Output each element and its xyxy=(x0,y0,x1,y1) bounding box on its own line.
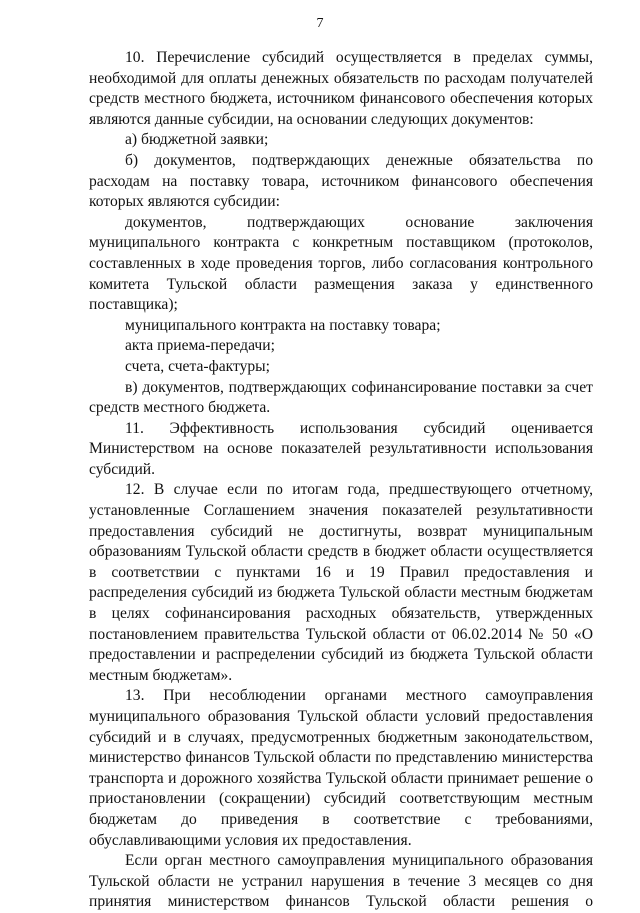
document-body xyxy=(89,48,593,913)
list-item-a: а) бюджетной заявки; xyxy=(125,131,269,149)
paragraph-12: 12. В случае если по итогам года, предшествующего отчетному, установленные Соглашением значения показателей результативности предоставления субсидий не достигнуты, возврат муниципальным образованиям Тульской области средств в бюджет области осуществляется в соответствии с пунктами 16 и 19 Правил предоставления и распределения субсидий из бюджета Тульской области местным бюджетам в целях софинансирования расходных обязательств, утвержденных постановлением правительства Тульской области от 06.02.2014 № 50 «О предоставлении и распределении субсидий из бюджета Тульской области местным бюджетам». xyxy=(89,481,593,684)
page-number: 7 xyxy=(316,16,324,31)
paragraph-13: 13. При несоблюдении органами местного самоуправления муниципального образования Тульской области условий предоставления субсидий и в случаях, предусмотренных бюджетным законодательством, министерство финансов Тульской области по представлению министерства транспорта и дорожного хозяйства Тульской области принимает решение о приостановлении (сокращении) субсидий соответствующим местным бюджетам до приведения в соответствие с требованиями, обуславливающими условия их предоставления. xyxy=(89,687,593,849)
sub-item-acceptance-act: акта приема-передачи; xyxy=(125,337,275,355)
sub-item-municipal-contract: муниципального контракта на поставку товара; xyxy=(125,316,441,334)
paragraph-continuation: Если орган местного самоуправления муниципального образования Тульской области не устранил нарушения в течение 3 месяцев со дня принятия министерством финансов Тульской области решения о xyxy=(89,852,593,911)
sub-item-contract-basis: документов, подтверждающих основание заключения муниципального контракта с конкретным поставщиком (протоколов, составленных в ходе проведения торгов, либо согласования контрольного комитета Тульской области размещения заказа у единственного поставщика); xyxy=(89,213,593,314)
paragraph-11: 11. Эффективность использования субсидий оценивается Министерством на основе показателей результативности использования субсидий. xyxy=(89,419,593,478)
sub-item-invoices: счета, счета-фактуры; xyxy=(125,357,270,375)
list-item-v: в) документов, подтверждающих софинансирование поставки за счет средств местного бюджета. xyxy=(89,378,593,417)
list-item-b: б) документов, подтверждающих денежные обязательства по расходам на поставку товара, источником финансового обеспечения которых являются субсидии: xyxy=(89,151,593,211)
paragraph-10: 10. Перечисление субсидий осуществляется в пределах суммы, необходимой для оплаты денежных обязательств по расходам получателей средств местного бюджета, источником финансового обеспечения которых являются данные субсидии, на основании следующих документов: xyxy=(89,49,593,128)
